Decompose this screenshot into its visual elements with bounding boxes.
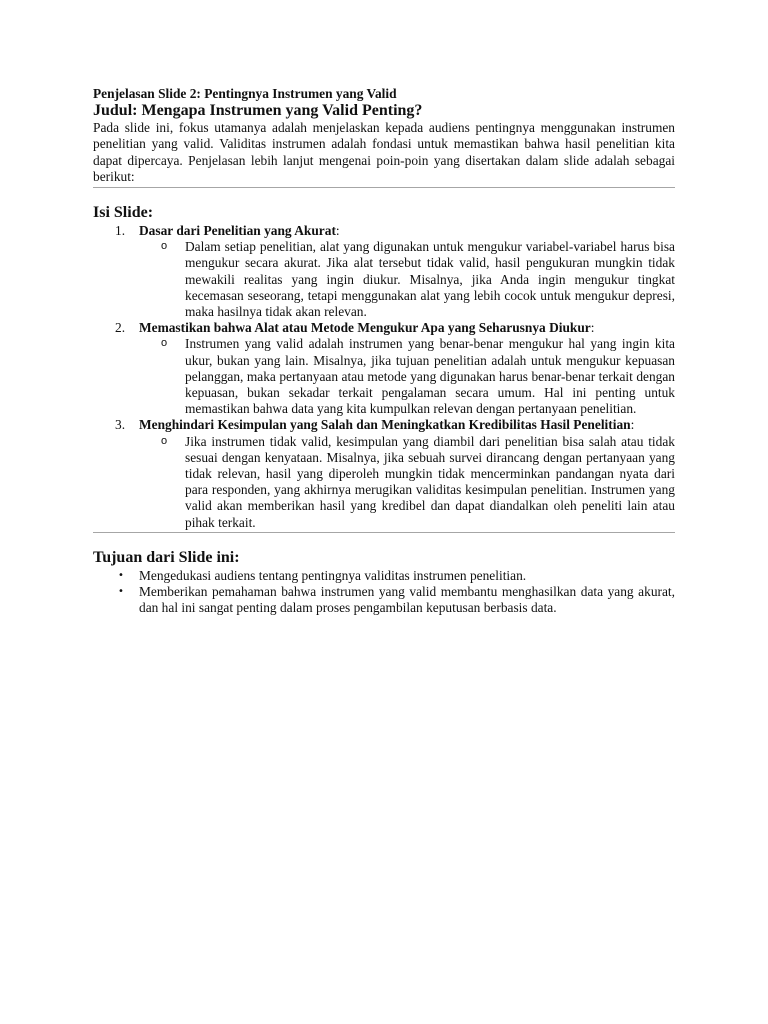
circle-bullet-icon: o bbox=[161, 337, 168, 350]
tujuan-section bbox=[93, 549, 675, 617]
goal-item bbox=[93, 584, 675, 616]
point-number: 1. bbox=[115, 223, 126, 239]
point-item: 2. Memastikan bahwa Alat atau Metode Mengukur Apa yang Seharusnya Diukur: o Instrumen yang valid adalah instrumen yang benar-benar mengukur hal yang ingin kita ukur, bukan yang lain. Misalnya, jika tujuan penelitian adalah untuk mengukur kepuasan pelanggan, maka pertanyaan atau metode yang digunakan harus benar-benar terkait dengan kepuasan, bukan sekadar terkait pengalaman secara umum. Hal ini penting untuk memastikan bahwa data yang kita kumpulkan relevan dengan pertanyaan penelitian. bbox=[115, 320, 675, 417]
point-number: 2. bbox=[115, 320, 126, 336]
point-text: Dalam setiap penelitian, alat yang digunakan untuk mengukur variabel-variabel harus bisa mengukur secara akurat. Jika alat tersebut tidak valid, hasil pengukuran mungkin tidak mewakili realitas yang ingin diukur. Misalnya, jika Anda ingin mengukur tingkat kecemasan seseorang, tetapi menggunakan alat yang lebih cocok untuk mengukur depresi, maka hasilnya tidak akan relevan. bbox=[185, 239, 675, 320]
point-detail bbox=[139, 336, 675, 417]
goal-item bbox=[93, 568, 675, 584]
point-detail bbox=[139, 239, 675, 320]
point-detail bbox=[139, 434, 675, 531]
isi-points-list bbox=[93, 223, 675, 531]
point-text: Instrumen yang valid adalah instrumen yang benar-benar mengukur hal yang ingin kita ukur, bukan yang lain. Misalnya, jika tujuan penelitian adalah untuk mengukur kepuasan pelanggan, maka pertanyaan atau metode yang digunakan harus benar-benar terkait dengan kepuasan, bukan sekadar terkait pengalaman secara umum. Hal ini penting untuk memastikan bahwa data yang kita kumpulkan relevan dengan pertanyaan penelitian. bbox=[185, 336, 675, 417]
point-text: Jika instrumen tidak valid, kesimpulan yang diambil dari penelitian bisa salah atau tidak sesuai dengan kenyataan. Misalnya, jika sebuah survei dirancang dengan pertanyaan yang tidak relevan, hasil yang diperoleh mungkin tidak mencerminkan pandangan nyata dari para responden, yang akhirnya merugikan validitas kesimpulan penelitian. Instrumen yang valid akan memberikan hasil yang kredibel dan dapat diandalkan oleh peneliti lain atau pihak terkait. bbox=[185, 433, 675, 530]
point-sublist bbox=[139, 336, 675, 417]
bullet-dot-icon: • bbox=[118, 569, 124, 581]
goal-text: Memberikan pemahaman bahwa instrumen yang valid membantu menghasilkan data yang akurat, dan hal ini sangat penting dalam proses pengambilan keputusan berbasis data. bbox=[139, 584, 675, 616]
slide-heading: Penjelasan Slide 2: Pentingnya Instrumen yang Valid bbox=[93, 86, 397, 101]
tujuan-title: Tujuan dari Slide ini: bbox=[93, 548, 240, 566]
point-item: 3. Menghindari Kesimpulan yang Salah dan Meningkatkan Kredibilitas Hasil Penelitian: o Jika instrumen tidak valid, kesimpulan yang diambil dari penelitian bisa salah atau tidak sesuai dengan kenyataan. Misalnya, jika sebuah survei dirancang dengan pertanyaan yang tidak relevan, hasil yang diperoleh mungkin tidak mencerminkan pandangan nyata dari para responden, yang akhirnya merugikan validitas kesimpulan penelitian. Instrumen yang valid akan memberikan hasil yang kredibel dan dapat diandalkan oleh peneliti lain atau pihak terkait. bbox=[115, 417, 675, 530]
point-title: Memastikan bahwa Alat atau Metode Mengukur Apa yang Seharusnya Diukur bbox=[139, 320, 591, 336]
point-number: 3. bbox=[115, 417, 126, 433]
bullet-dot-icon: • bbox=[118, 586, 124, 598]
circle-bullet-icon: o bbox=[161, 240, 168, 253]
point-sublist bbox=[139, 434, 675, 531]
point-title: Dasar dari Penelitian yang Akurat bbox=[139, 223, 336, 239]
intro-paragraph: Pada slide ini, fokus utamanya adalah menjelaskan kepada audiens pentingnya menggunakan instrumen penelitian yang valid. Validitas instrumen adalah fondasi untuk memastikan bahwa hasil penelitian kita dapat dipercaya. Penjelasan lebih lanjut mengenai poin-poin yang disertakan dalam slide adalah sebagai berikut: bbox=[93, 120, 675, 188]
point-sublist bbox=[139, 239, 675, 320]
point-item: 1. Dasar dari Penelitian yang Akurat: o Dalam setiap penelitian, alat yang digunakan untuk mengukur variabel-variabel harus bisa mengukur secara akurat. Jika alat tersebut tidak valid, hasil pengukuran mungkin tidak mewakili realitas yang ingin diukur. Misalnya, jika Anda ingin mengukur tingkat kecemasan seseorang, tetapi menggunakan alat yang lebih cocok untuk mengukur depresi, maka hasilnya tidak akan relevan. bbox=[115, 223, 675, 320]
tujuan-list bbox=[93, 568, 675, 617]
goal-text: Mengedukasi audiens tentang pentingnya validitas instrumen penelitian. bbox=[139, 567, 527, 583]
document-body bbox=[93, 86, 675, 616]
isi-slide-section bbox=[93, 204, 675, 533]
slide-title: Judul: Mengapa Instrumen yang Valid Penting? bbox=[93, 102, 423, 120]
point-title: Menghindari Kesimpulan yang Salah dan Meningkatkan Kredibilitas Hasil Penelitian bbox=[139, 417, 631, 433]
isi-slide-title: Isi Slide: bbox=[93, 204, 154, 222]
circle-bullet-icon: o bbox=[161, 434, 168, 447]
